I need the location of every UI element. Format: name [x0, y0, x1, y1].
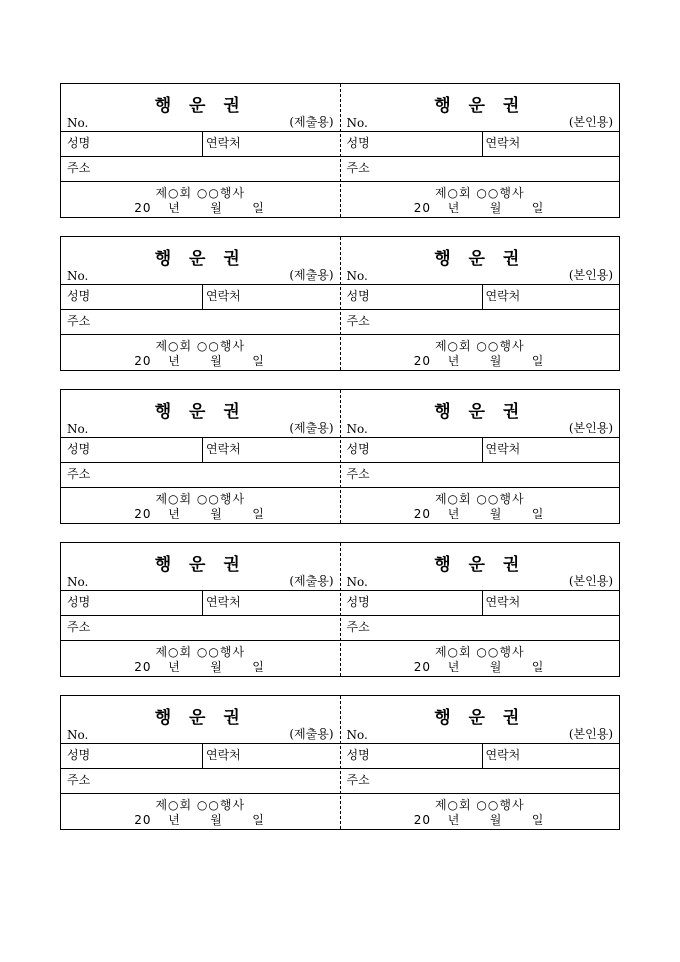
title-row	[341, 84, 620, 132]
event-date	[341, 658, 620, 675]
ticket-number-label: No.	[67, 422, 89, 436]
ticket-title: 행 운 권	[154, 555, 246, 575]
event-info	[61, 488, 340, 523]
event-date	[341, 505, 620, 522]
event-date	[341, 811, 620, 828]
address-label: 주소	[346, 467, 370, 481]
date-month-label: 월	[489, 354, 503, 368]
date-year-label: 년	[447, 201, 461, 215]
date-year-label: 년	[168, 354, 181, 368]
address-row	[341, 463, 620, 488]
date-year-prefix: 20	[134, 354, 152, 368]
name-label: 성명	[346, 289, 370, 303]
ticket-personal-half	[341, 84, 620, 217]
date-day-label: 일	[252, 507, 265, 521]
address-row	[61, 157, 340, 182]
contact-label: 연락처	[202, 744, 241, 768]
contact-label: 연락처	[202, 438, 241, 462]
ticket-number-label: No.	[346, 728, 368, 742]
contact-label: 연락처	[202, 132, 241, 156]
ticket-title: 행 운 권	[434, 555, 526, 575]
address-label: 주소	[67, 161, 91, 175]
ticket-title: 행 운 권	[154, 708, 246, 728]
address-row	[61, 769, 340, 794]
submission-use-label: (제출용)	[289, 727, 334, 741]
title-row	[341, 390, 620, 438]
date-year-prefix: 20	[413, 354, 432, 368]
name-label: 성명	[67, 442, 91, 456]
address-row	[61, 463, 340, 488]
date-month-label: 월	[210, 660, 223, 674]
ticket-number-label: No.	[346, 575, 368, 589]
date-year-label: 년	[168, 507, 181, 521]
address-row	[61, 616, 340, 641]
event-name: 제○회 ○○행사	[434, 798, 525, 812]
name-contact-row	[61, 132, 340, 157]
address-label: 주소	[67, 620, 91, 634]
ticket-submission-half	[61, 696, 341, 829]
address-row	[341, 769, 620, 794]
submission-use-label: (제출용)	[289, 115, 334, 129]
ticket-number-label: No.	[67, 728, 89, 742]
ticket-title: 행 운 권	[434, 402, 526, 422]
event-info	[341, 641, 620, 676]
name-contact-row	[61, 591, 340, 616]
contact-label: 연락처	[482, 285, 521, 309]
address-label: 주소	[346, 161, 370, 175]
event-info	[61, 641, 340, 676]
event-info	[341, 335, 620, 370]
ticket-personal-half	[341, 390, 620, 523]
ticket-title: 행 운 권	[434, 708, 526, 728]
date-day-label: 일	[531, 354, 545, 368]
ticket-number-label: No.	[346, 422, 368, 436]
lucky-ticket	[60, 236, 620, 371]
date-month-label: 월	[489, 813, 503, 827]
ticket-sheet	[60, 83, 620, 848]
lucky-ticket	[60, 542, 620, 677]
date-year-label: 년	[168, 813, 181, 827]
event-date	[61, 199, 340, 216]
event-name: 제○회 ○○행사	[434, 645, 525, 659]
date-month-label: 월	[210, 354, 223, 368]
address-row	[61, 310, 340, 335]
address-label: 주소	[67, 467, 91, 481]
name-label: 성명	[67, 136, 91, 150]
personal-use-label: (본인용)	[568, 268, 613, 282]
date-year-prefix: 20	[134, 660, 152, 674]
address-row	[341, 616, 620, 641]
event-info	[61, 182, 340, 217]
event-name: 제○회 ○○행사	[155, 492, 246, 506]
date-month-label: 월	[210, 813, 223, 827]
event-date	[61, 352, 340, 369]
personal-use-label: (본인용)	[568, 421, 613, 435]
personal-use-label: (본인용)	[568, 115, 613, 129]
date-day-label: 일	[252, 813, 265, 827]
date-day-label: 일	[252, 660, 265, 674]
ticket-title: 행 운 권	[154, 402, 246, 422]
ticket-title: 행 운 권	[154, 96, 246, 116]
date-year-label: 년	[447, 507, 461, 521]
name-contact-row	[341, 132, 620, 157]
date-day-label: 일	[531, 201, 545, 215]
contact-label: 연락처	[202, 285, 241, 309]
event-name: 제○회 ○○행사	[434, 339, 525, 353]
date-year-prefix: 20	[413, 507, 432, 521]
submission-use-label: (제출용)	[289, 268, 334, 282]
name-contact-row	[341, 285, 620, 310]
ticket-submission-half	[61, 390, 341, 523]
event-name: 제○회 ○○행사	[434, 186, 525, 200]
name-label: 성명	[346, 748, 370, 762]
event-name: 제○회 ○○행사	[155, 798, 246, 812]
address-label: 주소	[67, 314, 91, 328]
ticket-number-label: No.	[67, 575, 89, 589]
lucky-ticket	[60, 83, 620, 218]
submission-use-label: (제출용)	[289, 574, 334, 588]
date-year-prefix: 20	[413, 201, 432, 215]
name-contact-row	[341, 438, 620, 463]
ticket-title: 행 운 권	[154, 249, 246, 269]
title-row	[61, 390, 340, 438]
title-row	[341, 543, 620, 591]
date-day-label: 일	[252, 354, 265, 368]
event-date	[61, 505, 340, 522]
event-info	[61, 794, 340, 829]
ticket-title: 행 운 권	[434, 96, 526, 116]
title-row	[61, 237, 340, 285]
contact-label: 연락처	[482, 132, 521, 156]
name-contact-row	[61, 438, 340, 463]
date-year-label: 년	[447, 660, 461, 674]
event-info	[341, 182, 620, 217]
event-name: 제○회 ○○행사	[434, 492, 525, 506]
event-name: 제○회 ○○행사	[155, 339, 246, 353]
event-info	[341, 488, 620, 523]
event-date	[61, 811, 340, 828]
date-month-label: 월	[489, 201, 503, 215]
event-date	[341, 199, 620, 216]
lucky-ticket	[60, 695, 620, 830]
contact-label: 연락처	[482, 591, 521, 615]
event-name: 제○회 ○○행사	[155, 186, 246, 200]
date-year-label: 년	[168, 660, 181, 674]
date-year-prefix: 20	[134, 507, 152, 521]
date-month-label: 월	[489, 660, 503, 674]
name-label: 성명	[67, 289, 91, 303]
ticket-number-label: No.	[346, 269, 368, 283]
address-row	[341, 157, 620, 182]
date-day-label: 일	[531, 813, 545, 827]
date-day-label: 일	[531, 660, 545, 674]
ticket-number-label: No.	[67, 116, 89, 130]
ticket-number-label: No.	[346, 116, 368, 130]
date-year-prefix: 20	[413, 660, 432, 674]
date-year-label: 년	[168, 201, 181, 215]
name-contact-row	[61, 744, 340, 769]
lucky-ticket	[60, 389, 620, 524]
title-row	[61, 84, 340, 132]
date-month-label: 월	[210, 201, 223, 215]
name-label: 성명	[346, 442, 370, 456]
ticket-submission-half	[61, 84, 341, 217]
title-row	[61, 696, 340, 744]
event-name: 제○회 ○○행사	[155, 645, 246, 659]
date-month-label: 월	[489, 507, 503, 521]
address-label: 주소	[346, 620, 370, 634]
ticket-title: 행 운 권	[434, 249, 526, 269]
ticket-submission-half	[61, 543, 341, 676]
date-year-label: 년	[447, 813, 461, 827]
submission-use-label: (제출용)	[289, 421, 334, 435]
name-label: 성명	[346, 136, 370, 150]
date-year-label: 년	[447, 354, 461, 368]
date-year-prefix: 20	[134, 813, 152, 827]
date-year-prefix: 20	[413, 813, 432, 827]
contact-label: 연락처	[482, 744, 521, 768]
name-label: 성명	[67, 748, 91, 762]
date-month-label: 월	[210, 507, 223, 521]
title-row	[341, 696, 620, 744]
name-contact-row	[341, 591, 620, 616]
address-label: 주소	[346, 314, 370, 328]
ticket-personal-half	[341, 237, 620, 370]
name-contact-row	[341, 744, 620, 769]
event-date	[341, 352, 620, 369]
ticket-number-label: No.	[67, 269, 89, 283]
address-label: 주소	[346, 773, 370, 787]
event-date	[61, 658, 340, 675]
date-day-label: 일	[531, 507, 545, 521]
contact-label: 연락처	[202, 591, 241, 615]
title-row	[341, 237, 620, 285]
event-info	[341, 794, 620, 829]
name-label: 성명	[346, 595, 370, 609]
address-row	[341, 310, 620, 335]
name-label: 성명	[67, 595, 91, 609]
title-row	[61, 543, 340, 591]
ticket-personal-half	[341, 696, 620, 829]
contact-label: 연락처	[482, 438, 521, 462]
date-day-label: 일	[252, 201, 265, 215]
ticket-submission-half	[61, 237, 341, 370]
name-contact-row	[61, 285, 340, 310]
personal-use-label: (본인용)	[568, 727, 613, 741]
personal-use-label: (본인용)	[568, 574, 613, 588]
address-label: 주소	[67, 773, 91, 787]
date-year-prefix: 20	[134, 201, 152, 215]
ticket-personal-half	[341, 543, 620, 676]
event-info	[61, 335, 340, 370]
